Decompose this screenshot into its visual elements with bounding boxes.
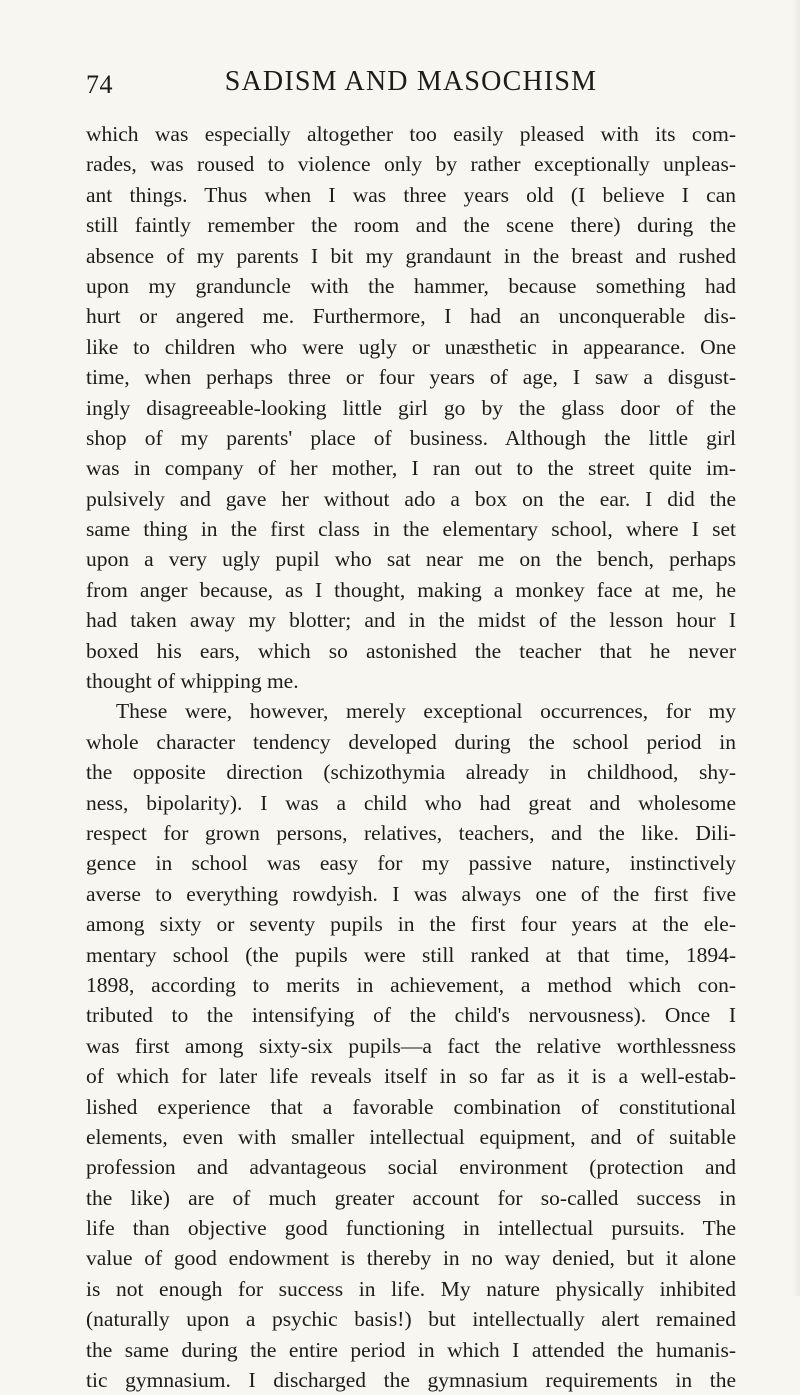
running-head: SADISM AND MASOCHISM [224, 66, 598, 97]
text-line: the opposite direction (schizothymia already in childhood, shy- [86, 760, 736, 785]
text-line: which was especially altogether too easily pleased with its com- [86, 122, 736, 146]
body-text [86, 119, 736, 1395]
text-line: thought of whipping me. [86, 669, 299, 694]
text-line: These were, however, merely exceptional occurrences, for my [116, 699, 736, 724]
text-line: tic gymnasium. I discharged the gymnasium requirements in the [86, 1368, 736, 1393]
text-line: life than objective good functioning in intellectual pursuits. The [86, 1216, 736, 1241]
text-line: profession and advantageous social environment (protection and [86, 1155, 736, 1180]
text-line: the same during the entire period in which I attended the humanis- [86, 1337, 736, 1362]
text-line: ant things. Thus when I was three years old (I believe I can [86, 182, 736, 207]
text-line: among sixty or seventy pupils in the first four years at the ele- [86, 912, 736, 937]
text-line: 1898, according to merits in achievement, a method which con- [86, 972, 736, 997]
text-line: shop of my parents' place of business. Although the little girl [86, 425, 736, 450]
text-line: gence in school was easy for my passive nature, instinctively [86, 851, 736, 876]
text-line: time, when perhaps three or four years of age, I saw a disgust- [86, 365, 736, 390]
text-line: is not enough for success in life. My nature physically inhibited [86, 1276, 736, 1301]
text-line: mentary school (the pupils were still ranked at that time, 1894- [86, 942, 736, 967]
text-line: had taken away my blotter; and in the midst of the lesson hour I [86, 608, 736, 633]
page-header [86, 64, 736, 104]
text-line: ness, bipolarity). I was a child who had great and wholesome [86, 790, 736, 815]
text-line: rades, was roused to violence only by rather exceptionally unpleas- [86, 152, 736, 177]
text-line: hurt or angered me. Furthermore, I had an unconquerable dis- [86, 304, 736, 329]
text-line: same thing in the first class in the elementary school, where I set [86, 517, 736, 542]
text-line: upon a very ugly pupil who sat near me on the bench, perhaps [86, 547, 736, 572]
text-line: whole character tendency developed during the school period in [86, 729, 736, 754]
text-line: the like) are of much greater account for so-called success in [86, 1185, 736, 1210]
text-line: lished experience that a favorable combination of constitutional [86, 1094, 736, 1119]
text-line: ingly disagreeable-looking little girl go by the glass door of the [86, 395, 736, 420]
text-line: upon my granduncle with the hammer, because something had [86, 273, 736, 298]
text-line: absence of my parents I bit my grandaunt in the breast and rushed [86, 243, 736, 268]
page-edge-shadow [792, 0, 800, 1296]
text-line: was first among sixty-six pupils—a fact the relative worthlessness [86, 1033, 736, 1058]
page-number: 74 [86, 70, 113, 99]
text-line: pulsively and gave her without ado a box on the ear. I did the [86, 486, 736, 511]
text-line: was in company of her mother, I ran out to the street quite im- [86, 456, 736, 481]
text-line: like to children who were ugly or unæsthetic in appearance. One [86, 334, 736, 359]
text-line: from anger because, as I thought, making a monkey face at me, he [86, 577, 736, 602]
text-line: tributed to the intensifying of the child's nervousness). Once I [86, 1003, 736, 1028]
text-line: averse to everything rowdyish. I was always one of the first five [86, 881, 736, 906]
text-line: value of good endowment is thereby in no way denied, but it alone [86, 1246, 736, 1271]
text-line: of which for later life reveals itself in so far as it is a well-estab- [86, 1064, 736, 1089]
text-line: still faintly remember the room and the scene there) during the [86, 213, 736, 238]
text-line: (naturally upon a psychic basis!) but intellectually alert remained [86, 1307, 736, 1332]
text-line: respect for grown persons, relatives, teachers, and the like. Dili- [86, 820, 736, 845]
text-line: elements, even with smaller intellectual equipment, and of suitable [86, 1124, 736, 1149]
text-line: boxed his ears, which so astonished the teacher that he never [86, 638, 736, 663]
